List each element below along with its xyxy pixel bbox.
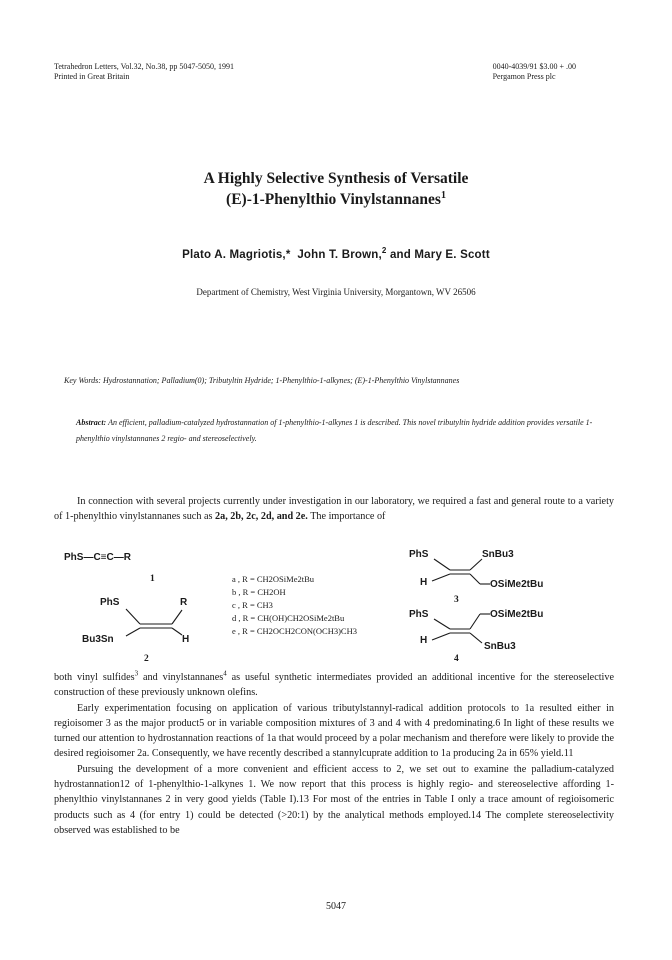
- p2-text-b: and vinylstannanes: [138, 672, 224, 683]
- compound-3-h: H: [420, 577, 428, 588]
- publisher-header: [493, 62, 576, 82]
- abstract: [76, 415, 616, 447]
- abstract-text: An efficient, palladium-catalyzed hydrostannation of 1-phenylthio-1-alkynes 1 is described. This novel tributyltin hydride addition provides versatile 1-phenylthio vinylstannanes 2 regio- and stereoselectively.: [76, 418, 593, 443]
- r-group-list: [232, 574, 357, 636]
- compound-3-bonds: [432, 559, 490, 584]
- compound-4-h: H: [420, 635, 428, 646]
- compound-4-osi: OSiMe2tBu: [490, 609, 544, 620]
- compound-2-r: R: [180, 597, 188, 608]
- author-3: and Mary E. Scott: [389, 248, 490, 261]
- page-number: 5047: [326, 901, 346, 912]
- compound-2-h: H: [182, 634, 190, 645]
- compound-3-osi: OSiMe2tBu: [490, 579, 544, 590]
- r-group-b: b , R = CH2OH: [232, 587, 286, 597]
- body-text: [54, 670, 614, 838]
- compound-4-bonds: [432, 614, 490, 643]
- issn-price: 0040-4039/91 $3.00 + .00: [492, 62, 576, 71]
- compound-4-number: 4: [454, 654, 459, 664]
- abstract-label: Abstract:: [76, 418, 107, 427]
- compound-2-bonds: [126, 609, 182, 636]
- title-footnote-ref: 1: [440, 190, 446, 201]
- r-group-d: d , R = CH(OH)CH2OSiMe2tBu: [232, 613, 345, 623]
- paragraph-early-experimentation: Early experimentation focusing on application of various tributylstannyl-radical addition protocols to 1a resulted either in regioisomer 3 as the major product5 or in variable composition mixtures of 3 and 4 with 4 predominating.6 In light of these results we turned our attention to hydrostannation reactions of 1a that would proceed by a polar mechanism and therefore were likely to provide the desired regioisomer 2a. Consequently, we have recently described a stannylcuprate addition to 1a producing 2a in 65% yield.11: [54, 702, 614, 760]
- p2-ref-1: 3: [134, 669, 139, 678]
- chemical-scheme: [54, 540, 614, 665]
- compound-2-bu3sn: Bu3Sn: [82, 634, 114, 645]
- p2-ref-2: 4: [223, 669, 227, 678]
- compound-1-formula: PhS—C≡C—R: [64, 552, 131, 563]
- title-line-2: [0, 187, 672, 208]
- paper-title: [0, 170, 672, 208]
- author-2-ref: 2: [381, 246, 387, 255]
- printed-in: Printed in Great Britain: [54, 72, 130, 81]
- intro-text-b: The importance of: [307, 511, 386, 523]
- compound-2-number: 2: [144, 654, 149, 664]
- intro-text-a: In connection with several projects currently under investigation in our laboratory, we required a fast and general route to a variety of 1-phenylthio vinylstannanes such as: [54, 496, 614, 523]
- keywords: Key Words: Hydrostannation; Palladium(0); Tributyltin Hydride; 1-Phenylthio-1-alkynes; (E)-1-Phenylthio Vinylstannanes: [64, 376, 460, 385]
- intro-compounds: 2a, 2b, 2c, 2d, and 2e.: [215, 511, 308, 523]
- compound-2-phs: PhS: [100, 597, 120, 608]
- compound-4-snbu3: SnBu3: [484, 641, 516, 652]
- journal-header: [54, 62, 234, 82]
- author-1: Plato A. Magriotis,*: [182, 248, 291, 261]
- r-group-c: c , R = CH3: [232, 600, 273, 610]
- compound-3-snbu3: SnBu3: [482, 549, 514, 560]
- publisher: Pergamon Press plc: [492, 72, 556, 81]
- title-line-1: A Highly Selective Synthesis of Versatile: [203, 170, 469, 187]
- paragraph-pursuing: Pursuing the development of a more convenient and efficient access to 2, we set out to examine the palladium-catalyzed hydrostannation12 of 1-phenylthio-1-alkynes 1. We now report that this process is highly regio- and stereoselective affording 1-phenylthio vinylstannanes 2 in very good yields (Table I).13 For most of the entries in Table I only a trace amount of regioisomeric products such as 4 (for entry 1) could be detected (>20:1) by the analytical methods employed.14 The complete stereoselectivity observed was established to be: [54, 763, 614, 836]
- intro-paragraph: [54, 494, 614, 525]
- compound-3-number: 3: [454, 595, 459, 605]
- journal-citation: Tetrahedron Letters, Vol.32, No.38, pp 5047-5050, 1991: [54, 62, 235, 71]
- p2-text-c: as useful synthetic intermediates provided an additional incentive for the stereoselective construction of these previously unknown olefins.: [54, 672, 615, 699]
- r-group-e: e , R = CH2OCH2CON(OCH3)CH3: [232, 626, 357, 636]
- affiliation: Department of Chemistry, West Virginia University, Morgantown, WV 26506: [196, 287, 476, 297]
- title-line-2-text: (E)-1-Phenylthio Vinylstannanes: [226, 191, 441, 209]
- compound-1-number: 1: [150, 574, 155, 584]
- p2-text-a: both vinyl sulfides: [54, 672, 135, 683]
- compound-3-phs: PhS: [409, 549, 429, 560]
- compound-4-phs: PhS: [409, 609, 429, 620]
- r-group-a: a , R = CH2OSiMe2tBu: [232, 574, 315, 584]
- author-list: [0, 246, 672, 261]
- author-2: John T. Brown,: [297, 248, 382, 261]
